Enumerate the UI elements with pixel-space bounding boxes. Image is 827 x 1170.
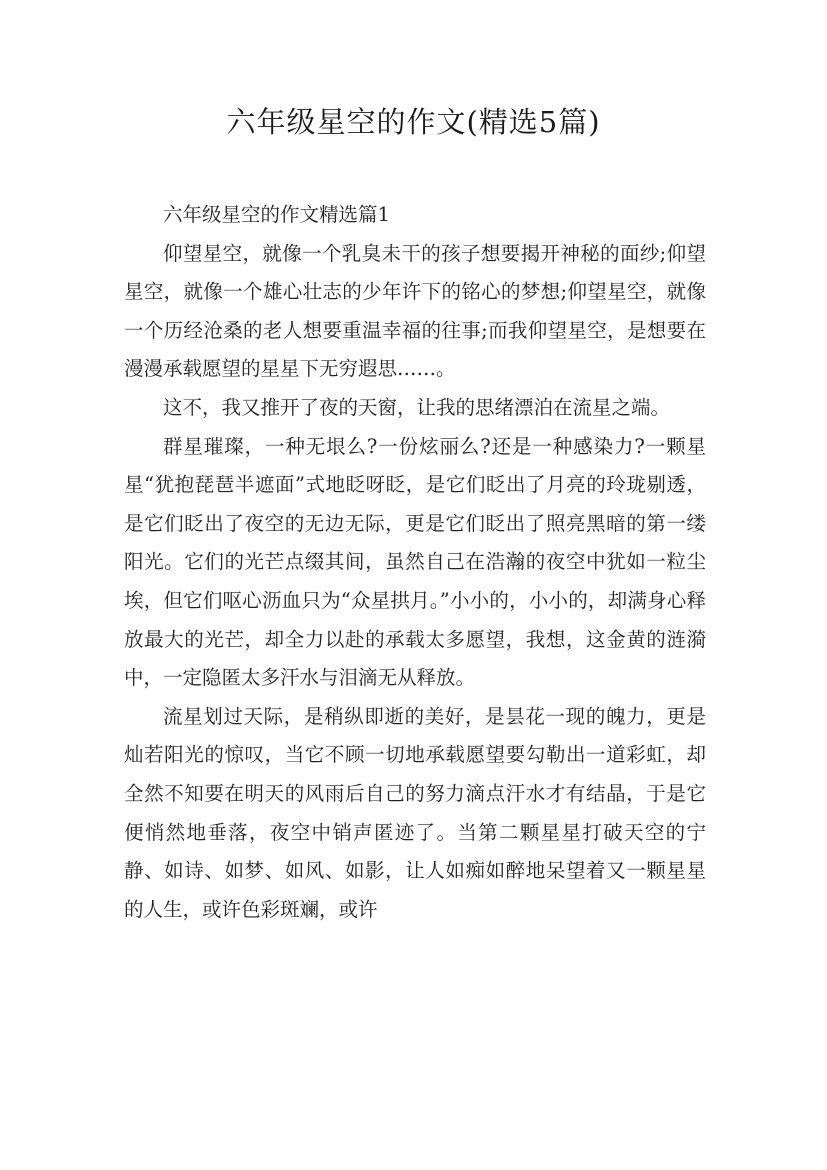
paragraph: 群星璀璨，一种无垠么?一份炫丽么?还是一种感染力?一颗星星“犹抱琵琶半遮面”式地眨呀眨，是它们眨出了月亮的玲珑剔透，是它们眨出了夜空的无边无际，更是它们眨出了照亮黑暗的第一缕阳光。它们的光芒点缀其间，虽然自己在浩瀚的夜空中犹如一粒尘埃，但它们呕心沥血只为“众星拱月。”小小的，小小的，却满身心释放最大的光芒，却全力以赴的承载太多愿望，我想，这金黄的涟漪中，一定隐匿太多汗水与泪滴无从释放。 [124,434,706,690]
paragraph: 仰望星空，就像一个乳臭未干的孩子想要揭开神秘的面纱;仰望星空，就像一个雄心壮志的少年许下的铭心的梦想;仰望星空，就像一个历经沧桑的老人想要重温幸福的往事;而我仰望星空，是想要在漫漫承载愿望的星星下无穷遐思……。 [124,241,706,381]
document-title: 六年级星空的作文(精选5篇) [226,105,601,139]
paragraph: 这不，我又推开了夜的天窗，让我的思绪漂泊在流星之端。 [163,395,671,419]
document-body [124,196,706,929]
section-heading: 六年级星空的作文精选篇1 [163,203,390,226]
paragraph: 流星划过天际，是稍纵即逝的美好，是昙花一现的魄力，更是灿若阳光的惊叹，当它不顾一切地承载愿望要勾勒出一道彩虹，却全然不知要在明天的风雨后自己的努力滴点汗水才有结晶，于是它便悄然地垂落，夜空中销声匿迹了。当第二颗星星打破天空的宁静、如诗、如梦、如风、如影，让人如痴如醉地呆望着又一颗星星的人生，或许色彩斑斓，或许 [124,704,706,921]
